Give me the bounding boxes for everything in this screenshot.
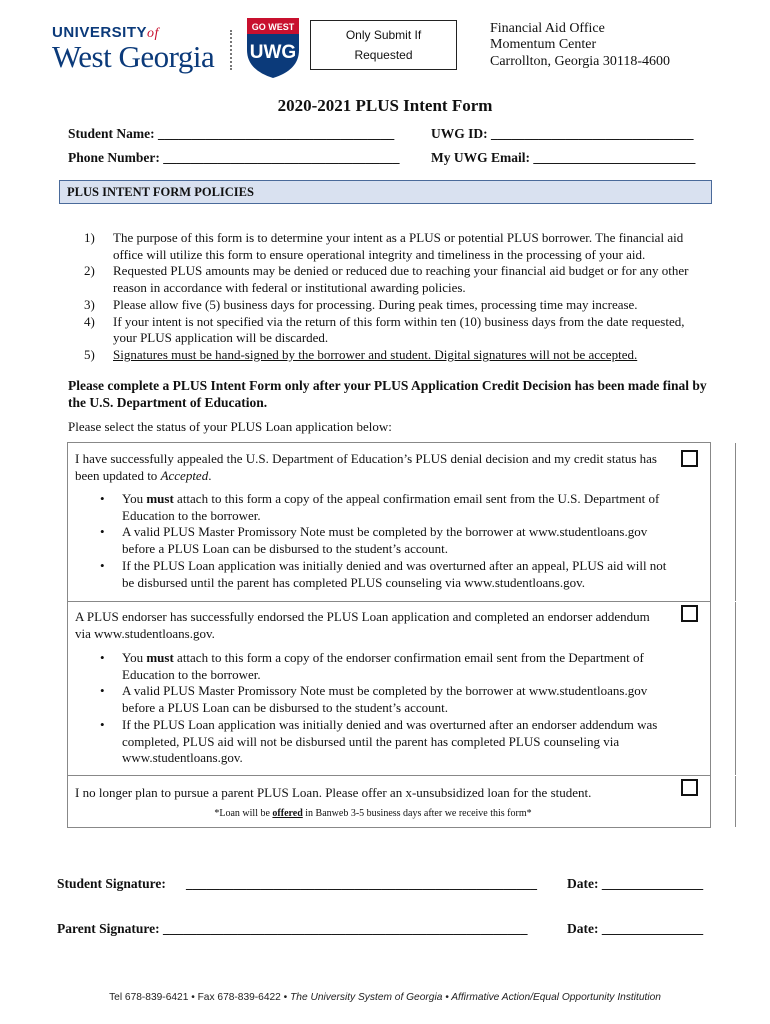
badge-top-text: GO WEST	[251, 22, 295, 32]
policy-number: 5)	[84, 346, 95, 362]
submit-notice-line1: Only Submit If	[345, 28, 422, 42]
option-endorser-box	[67, 601, 711, 776]
option-appeal-checkbox[interactable]	[681, 450, 698, 467]
uwg-email-field[interactable]: My UWG Email: ________________________	[431, 150, 696, 165]
option-endorser-bullets	[100, 650, 670, 767]
bullet-item	[100, 717, 670, 767]
logo-university-text: UNIVERSITY	[52, 24, 148, 41]
bullet-text: attach to this form a copy of the appeal confirmation email sent from the U.S. Department of Education to the borrower.	[122, 491, 660, 523]
policy-list	[68, 230, 708, 364]
policy-text: The purpose of this form is to determine your intent as a PLUS or potential PLUS borrower. The financial aid office will utilize this form to ensure operational integrity and timeliness in the processing of your aid.	[113, 230, 684, 262]
footer	[0, 992, 770, 1003]
bullet-item	[100, 491, 670, 524]
student-signature-line[interactable]: ____________________________________________________	[186, 876, 537, 891]
uwg-badge-logo	[243, 14, 303, 80]
bullet-item	[100, 650, 670, 683]
bullet-text: A valid PLUS Master Promissory Note must be completed by the borrower at www.studentloans.gov before a PLUS Loan can be disbursed to the student’s account.	[122, 683, 648, 716]
option-appeal-bullets	[100, 491, 670, 591]
footer-institution: The University System of Georgia • Affirmative Action/Equal Opportunity Institution	[290, 992, 661, 1003]
logo-west-georgia-text: West Georgia	[52, 39, 215, 74]
option-no-plus-box	[67, 775, 711, 828]
option-endorser-text: A PLUS endorser has successfully endorsed the PLUS Loan application and completed an endorser addendum via www.studentloans.gov.	[75, 609, 650, 641]
option-text-part: .	[208, 467, 212, 483]
only-submit-notice	[310, 20, 457, 70]
office-name: Financial Aid Office	[490, 21, 605, 36]
submit-notice-line2: Requested	[354, 48, 413, 62]
option-appeal-box	[67, 442, 711, 602]
policy-number: 3)	[84, 296, 95, 312]
policy-text: If your intent is not specified via the return of this form within ten (10) business days from the date requested, your PLUS application will be discarded.	[113, 313, 685, 346]
policy-number: 2)	[84, 263, 95, 279]
policy-text: Signatures must be hand-signed by the borrower and student. Digital signatures will not be accepted.	[113, 346, 638, 362]
option-appeal-text	[75, 451, 660, 484]
option-divider	[735, 443, 736, 601]
option-no-plus-checkbox[interactable]	[681, 779, 698, 796]
office-address: Carrollton, Georgia 30118-4600	[490, 54, 671, 69]
policies-header: PLUS INTENT FORM POLICIES	[59, 180, 712, 204]
university-logo	[52, 24, 217, 72]
note-text: *Loan will be	[214, 808, 273, 819]
policy-item	[68, 297, 708, 314]
student-signature-label: Student Signature:	[57, 876, 166, 891]
policy-item	[68, 263, 708, 296]
bullet-bold: must	[146, 650, 174, 665]
bullet-text: You	[122, 650, 147, 665]
option-no-plus-text: I no longer plan to pursue a parent PLUS Loan. Please offer an x-unsubsidized loan for the student.	[75, 785, 592, 800]
bullet-text: If the PLUS Loan application was initially denied and was overturned after an endorser addendum was completed, PLUS aid will not be disbursed until the parent has completed PLUS counseling via www.studentloans.gov.	[122, 716, 658, 766]
parent-date-field[interactable]: Date: _______________	[567, 921, 704, 936]
bullet-text: A valid PLUS Master Promissory Note must be completed by the borrower at www.studentloans.gov before a PLUS Loan can be disbursed to the student’s account.	[122, 524, 648, 557]
bullet-bold: must	[146, 491, 174, 506]
policy-text: Requested PLUS amounts may be denied or reduced due to reaching your financial aid budget or for any other reason in accordance with federal or institutional awarding policies.	[113, 263, 689, 296]
policy-item	[68, 347, 708, 364]
option-divider	[735, 776, 736, 827]
note-bold: offered	[272, 808, 303, 819]
student-name-field[interactable]: Student Name: ___________________________________	[68, 126, 395, 141]
bullet-item	[100, 683, 670, 716]
badge-uwg-text: UWG	[249, 42, 297, 63]
option-endorser-checkbox[interactable]	[681, 605, 698, 622]
logo-of-text: of	[147, 26, 159, 41]
phone-number-field[interactable]: Phone Number: ___________________________________	[68, 150, 400, 165]
policy-text: Please allow five (5) business days for processing. During peak times, processing time may increase.	[113, 296, 638, 312]
instruction-bold: Please complete a PLUS Intent Form only after your PLUS Application Credit Decision has been made final by the U.S. Department of Education.	[68, 378, 707, 410]
option-text-part: I have successfully appealed the U.S. Department of Education’s PLUS denial decision and my credit status has been updated to	[75, 451, 657, 483]
form-title: 2020-2021 PLUS Intent Form	[277, 96, 493, 115]
policy-item	[68, 230, 708, 263]
office-building: Momentum Center	[490, 37, 597, 52]
uwg-id-field[interactable]: UWG ID: ______________________________	[431, 126, 694, 141]
student-date-field[interactable]: Date: _______________	[567, 876, 704, 891]
bullet-text: If the PLUS Loan application was initially denied and was overturned after an appeal, PLUS aid will not be disbursed until the parent has completed PLUS counseling via www.studentloans.gov.	[122, 557, 667, 590]
option-divider	[735, 602, 736, 775]
instruction-select: Please select the status of your PLUS Loan application below:	[68, 419, 392, 434]
note-text: in Banweb 3-5 business days after we receive this form*	[302, 808, 532, 819]
footer-contact: Tel 678-839-6421 • Fax 678-839-6422 •	[109, 992, 291, 1003]
bullet-item	[100, 524, 670, 557]
bullet-text: You	[122, 491, 147, 506]
bullet-item	[100, 558, 670, 591]
option-no-plus-note	[68, 808, 678, 819]
parent-signature-field[interactable]: Parent Signature: ______________________________________________________	[57, 921, 528, 936]
policy-number: 1)	[84, 230, 95, 245]
option-text-italic: Accepted	[160, 467, 209, 483]
bullet-text: attach to this form a copy of the endorser confirmation email sent from the Department of Education to the borrower.	[122, 650, 644, 682]
logo-divider	[230, 30, 232, 70]
policy-number: 4)	[84, 313, 95, 329]
policy-item	[68, 314, 708, 347]
